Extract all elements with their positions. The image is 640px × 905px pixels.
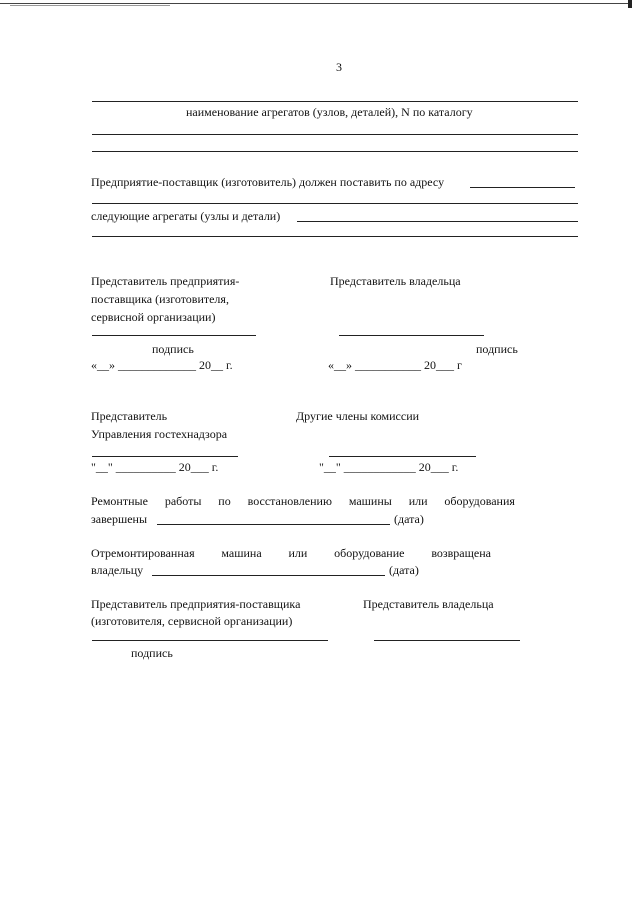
repair-word: Ремонтные bbox=[91, 494, 148, 508]
final-owner-signature-line bbox=[374, 640, 520, 641]
gostekh-date: "__" __________ 20___ г. bbox=[91, 460, 219, 474]
owner-signature-caption: подпись bbox=[476, 342, 518, 356]
owner-date: «__» ___________ 20___ г bbox=[328, 358, 462, 372]
repair-word: или bbox=[408, 494, 428, 508]
supplier-signature-caption: подпись bbox=[152, 342, 194, 356]
repair-word: восстановлению bbox=[247, 494, 332, 508]
catalog-line-2 bbox=[92, 134, 578, 135]
catalog-line-top bbox=[92, 101, 578, 102]
owner-rep-heading: Представитель владельца bbox=[330, 274, 461, 288]
gostekh-signature-line bbox=[92, 456, 238, 457]
repair-date-caption: (дата) bbox=[394, 512, 424, 526]
repair-completed-label: завершены bbox=[91, 512, 148, 526]
catalog-caption: наименование агрегатов (узлов, деталей), N по каталогу bbox=[186, 105, 473, 119]
commission-signature-line bbox=[329, 456, 476, 457]
supplier-rep-heading-2: поставщика (изготовителя, bbox=[91, 292, 229, 306]
repair-word: машины bbox=[348, 494, 392, 508]
supplier-address-line bbox=[470, 187, 575, 188]
supplier-rep-heading-1: Представитель предприятия- bbox=[91, 274, 240, 288]
commission-members-heading: Другие члены комиссии bbox=[296, 409, 420, 423]
returned-word: машина bbox=[221, 546, 262, 560]
returned-date-caption: (дата) bbox=[389, 563, 419, 577]
gostekh-rep-heading-1: Представитель bbox=[91, 409, 168, 423]
repair-date-line bbox=[157, 524, 390, 525]
following-items-line bbox=[297, 221, 578, 222]
owner-signature-line bbox=[339, 335, 484, 336]
repair-word: по bbox=[218, 494, 231, 508]
supplier-line-2 bbox=[92, 203, 578, 204]
returned-word: возвращена bbox=[431, 546, 491, 560]
following-items-line-2 bbox=[92, 236, 578, 237]
final-supplier-signature-caption: подпись bbox=[131, 646, 173, 660]
returned-line-1 bbox=[91, 546, 491, 560]
supplier-date: «__» _____________ 20__ г. bbox=[91, 358, 233, 372]
final-supplier-signature-line bbox=[92, 640, 328, 641]
scan-top-border-faint bbox=[10, 5, 170, 6]
returned-date-line bbox=[152, 575, 385, 576]
returned-word: оборудование bbox=[334, 546, 405, 560]
final-supplier-heading-1: Представитель предприятия-поставщика bbox=[91, 597, 301, 611]
returned-word: Отремонтированная bbox=[91, 546, 195, 560]
supplier-address-text: Предприятие-поставщик (изготовитель) должен поставить по адресу bbox=[91, 175, 445, 189]
returned-word: или bbox=[288, 546, 308, 560]
repair-line-1 bbox=[91, 494, 515, 508]
following-items-text: следующие агрегаты (узлы и детали) bbox=[91, 209, 281, 223]
final-supplier-heading-2: (изготовителя, сервисной организации) bbox=[91, 614, 293, 628]
commission-date: "__" ____________ 20___ г. bbox=[319, 460, 459, 474]
repair-word: работы bbox=[164, 494, 202, 508]
gostekh-rep-heading-2: Управления гостехнадзора bbox=[91, 427, 228, 441]
scan-corner-mark bbox=[628, 0, 632, 8]
supplier-signature-line bbox=[92, 335, 256, 336]
repair-word: оборудования bbox=[444, 494, 515, 508]
scan-top-border bbox=[0, 3, 632, 4]
catalog-line-3 bbox=[92, 151, 578, 152]
supplier-rep-heading-3: сервисной организации) bbox=[91, 310, 216, 324]
final-owner-heading: Представитель владельца bbox=[363, 597, 494, 611]
returned-owner-label: владельцу bbox=[91, 563, 144, 577]
page-number: 3 bbox=[336, 60, 342, 74]
